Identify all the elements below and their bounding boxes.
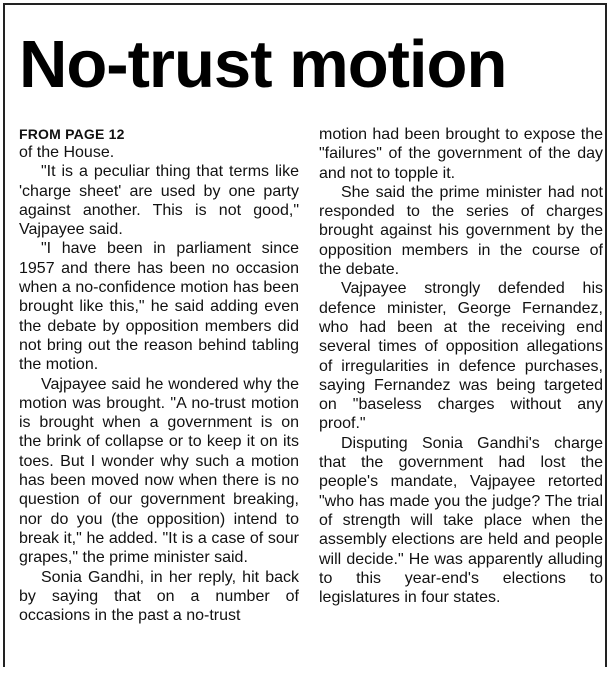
paragraph: She said the prime minister had not responded to the series of charges brought against his government by the opposition members in the course of the debate. (319, 183, 603, 279)
paragraph: Sonia Gandhi, in her reply, hit back by saying that on a number of occasions in the past a no-trust (19, 568, 299, 625)
paragraph: motion had been brought to expose the "failures" of the government of the day and not to topple it. (319, 126, 603, 182)
paragraph: "It is a peculiar thing that terms like 'charge sheet' are used by one party against another. This is not good," Vajpayee said. (19, 163, 299, 239)
article-column-left (19, 125, 299, 625)
article-column-right (319, 125, 603, 607)
paragraph: of the House. (19, 144, 115, 161)
paragraph: Vajpayee said he wondered why the motion was brought. "A no-trust motion is brought when a government is on the brink of collapse or to keep it on its toes. But I wonder why such a motion has been moved now when there is no question of our government breaking, nor do you (the opposition) intend to break it," he added. "It is a case of sour grapes," the prime minister said. (19, 375, 299, 567)
continued-from-kicker: FROM PAGE 12 (19, 126, 125, 142)
headline: No-trust motion (19, 27, 507, 102)
paragraph: "I have been in parliament since 1957 and there has been no occasion when a no-confidence motion has been brought like this," he said adding even the debate by opposition members did not bring out the reason behind tabling the motion. (19, 240, 299, 374)
paragraph: Disputing Sonia Gandhi's charge that the government had lost the people's mandate, Vajpayee retorted "who has made you the judge? The trial of strength will take place when the assembly elections are held and people will decide." He was apparently alluding to this year-end's elections to legislatures in four states. (319, 434, 603, 607)
paragraph: Vajpayee strongly defended his defence minister, George Fernandez, who had been at the receiving end several times of opposition allegations of irregularities in defence purchases, saying Fernandez was being targeted on "baseless charges without any proof." (319, 280, 603, 433)
newspaper-clipping (3, 3, 607, 667)
